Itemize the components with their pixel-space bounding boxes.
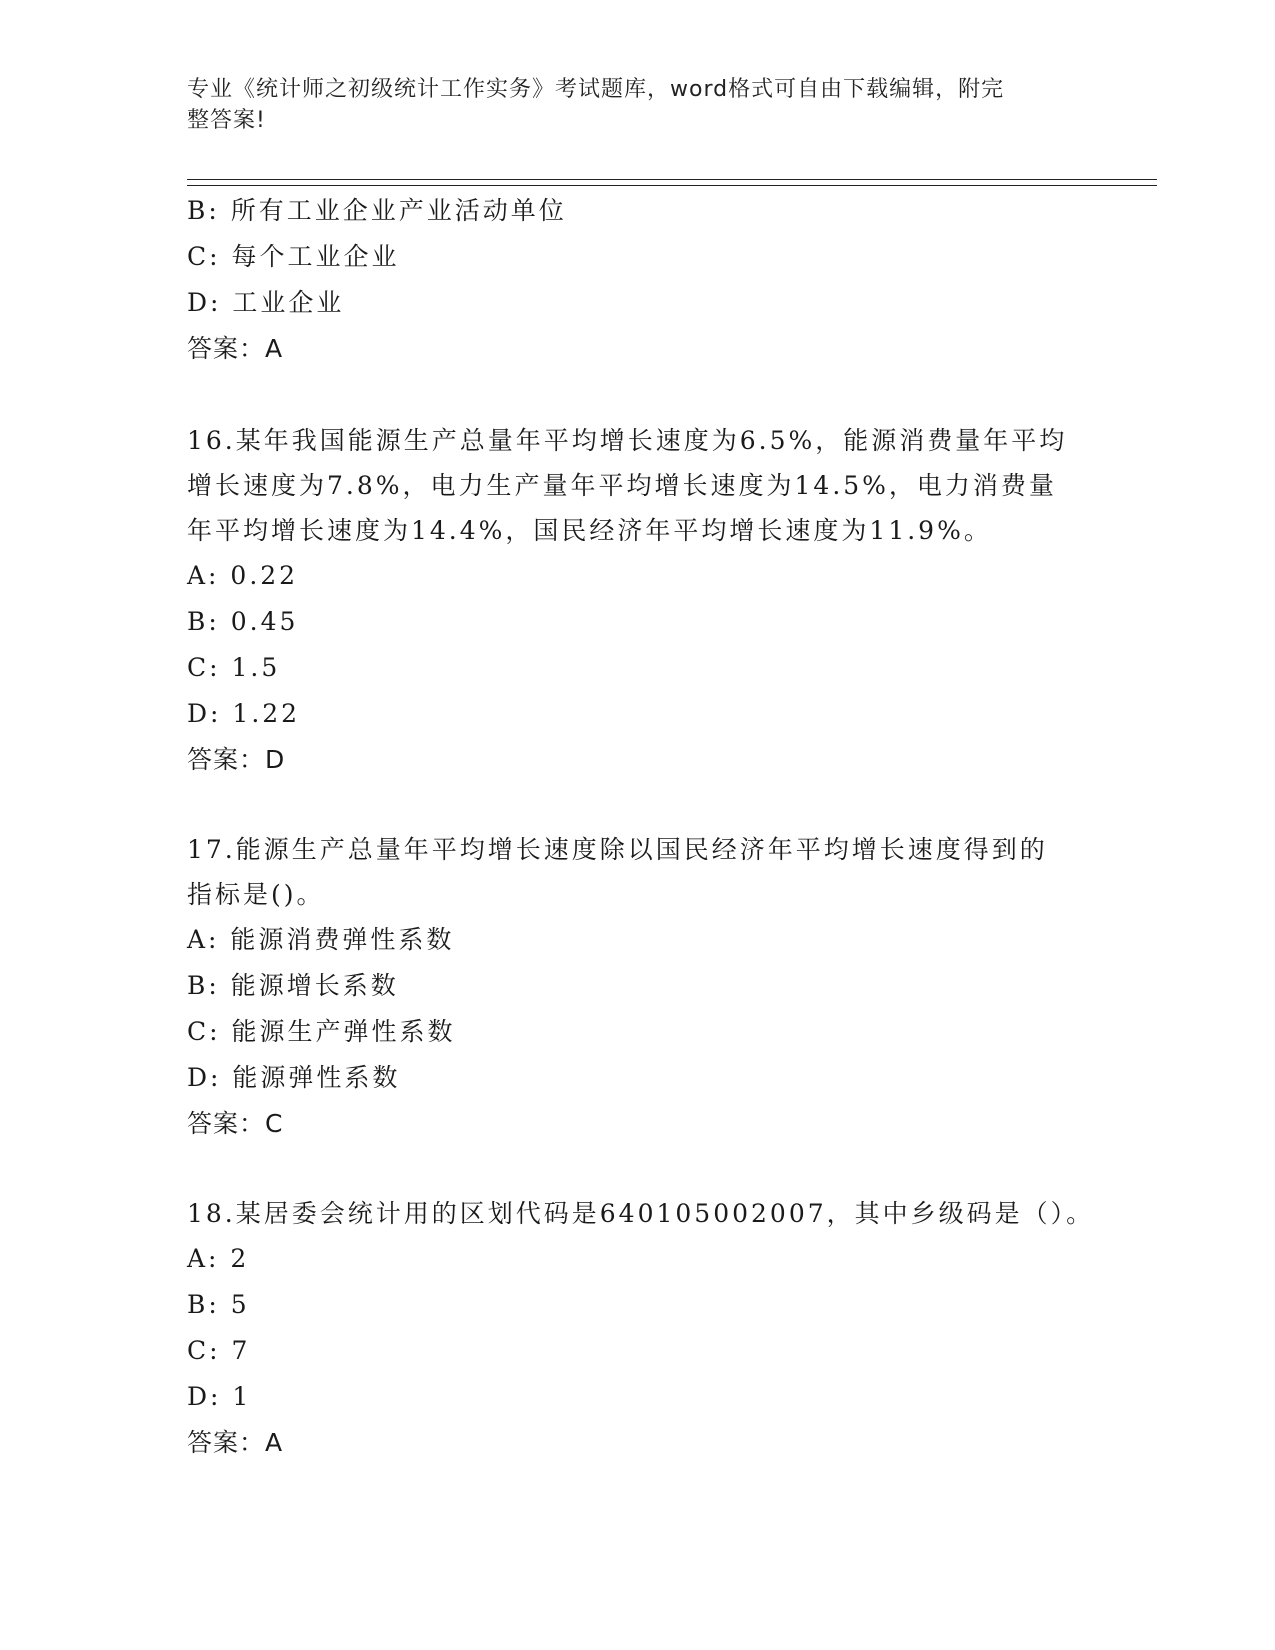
option-c: C: 1.5 [187, 653, 281, 682]
question-text-line: 指标是()。 [187, 880, 325, 909]
option-a: A: 0.22 [187, 561, 299, 590]
option-d: D: 1 [187, 1382, 252, 1411]
option-c: C: 能源生产弹性系数 [187, 1017, 456, 1046]
answer-line: 答案：D [187, 745, 286, 774]
question-16 [187, 418, 1087, 783]
question-text-line: 16.某年我国能源生产总量年平均增长速度为6.5%，能源消费量年平均 [187, 426, 1068, 455]
option-a: A: 2 [187, 1244, 250, 1273]
header-line-1: 专业《统计师之初级统计工作实务》考试题库，word格式可自由下载编辑，附完 [187, 77, 1005, 102]
answer-line: 答案：C [187, 1109, 284, 1138]
spacer [187, 1147, 1087, 1191]
question-text-line: 年平均增长速度为14.4%，国民经济年平均增长速度为11.9%。 [187, 516, 992, 545]
option-b: B: 能源增长系数 [187, 971, 399, 1000]
header-line-2: 整答案! [187, 108, 266, 133]
header-divider-top [187, 179, 1157, 180]
question-15-continued [187, 188, 1087, 372]
question-text-line: 18.某居委会统计用的区划代码是640105002007，其中乡级码是（）。 [187, 1199, 1095, 1228]
question-list [187, 188, 1095, 1466]
spacer [187, 783, 1087, 827]
header-divider-bottom [187, 185, 1157, 186]
option-b: B: 所有工业企业产业活动单位 [187, 196, 567, 225]
option-c: C: 7 [187, 1336, 251, 1365]
question-text-line: 17.能源生产总量年平均增长速度除以国民经济年平均增长速度得到的 [187, 835, 1048, 864]
option-b: B: 5 [187, 1290, 250, 1319]
option-a: A: 能源消费弹性系数 [187, 925, 455, 954]
question-text-line: 增长速度为7.8%，电力生产量年平均增长速度为14.5%，电力消费量 [187, 471, 1057, 500]
option-d: D: 工业企业 [187, 288, 345, 317]
document-header [187, 74, 1087, 136]
spacer [187, 372, 1087, 418]
option-d: D: 能源弹性系数 [187, 1063, 401, 1092]
answer-line: 答案：A [187, 334, 284, 363]
question-17 [187, 827, 1087, 1147]
option-c: C: 每个工业企业 [187, 242, 400, 271]
option-b: B: 0.45 [187, 607, 299, 636]
option-d: D: 1.22 [187, 699, 301, 728]
question-18 [187, 1191, 1095, 1466]
answer-line: 答案：A [187, 1428, 284, 1457]
